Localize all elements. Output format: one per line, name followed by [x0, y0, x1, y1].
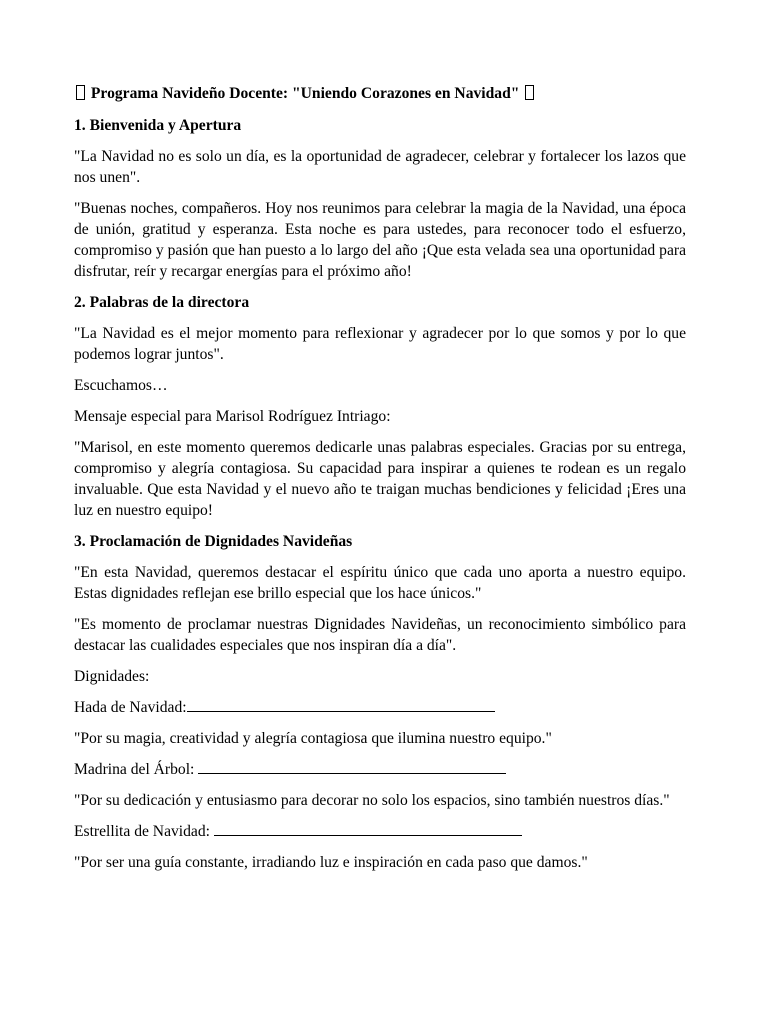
section-2-special-message: "Marisol, en este momento queremos dedicarle unas palabras especiales. Gracias por su entrega, compromiso y alegría contagiosa. Su capacidad para inspirar a quienes te rodean es un regalo invaluable. Que esta Navidad y el nuevo año te traigan muchas bendiciones y felicidad ¡Eres una luz en nuestro equipo!	[74, 439, 686, 519]
dignity-label: Hada de Navidad:	[74, 699, 187, 716]
section-2-quote: "La Navidad es el mejor momento para reflexionar y agradecer por lo que somos y por lo que podemos lograr juntos".	[74, 325, 686, 363]
dignity-description-hada: "Por su magia, creatividad y alegría contagiosa que ilumina nuestro equipo."	[74, 730, 552, 747]
document-title	[74, 83, 686, 104]
dignity-label: Estrellita de Navidad:	[74, 823, 214, 840]
dignities-label: Dignidades:	[74, 668, 150, 685]
section-3-intro: "Es momento de proclamar nuestras Dignidades Navideñas, un reconocimiento simbólico para destacar las cualidades especiales que nos inspiran día a día".	[74, 616, 686, 654]
dignity-description-estrellita: "Por ser una guía constante, irradiando luz e inspiración en cada paso que damos."	[74, 854, 588, 871]
section-2-heading: 2. Palabras de la directora	[74, 294, 250, 311]
name-blank	[214, 821, 522, 836]
missing-glyph-icon	[76, 85, 85, 100]
section-1-speech: "Buenas noches, compañeros. Hoy nos reunimos para celebrar la magia de la Navidad, una época de unión, gratitud y esperanza. Esta noche es para ustedes, para reconocer todo el esfuerzo, compromiso y pasión que han puesto a lo largo del año ¡Que esta velada sea una oportunidad para disfrutar, reír y recargar energías para el próximo año!	[74, 200, 686, 280]
section-3-quote: "En esta Navidad, queremos destacar el espíritu único que cada uno aporta a nuestro equipo. Estas dignidades reflejan ese brillo especial que los hace únicos."	[74, 564, 686, 602]
section-2-listen: Escuchamos…	[74, 377, 168, 394]
section-1-quote: "La Navidad no es solo un día, es la oportunidad de agradecer, celebrar y fortalecer los lazos que nos unen".	[74, 148, 686, 186]
document-page	[74, 83, 686, 883]
name-blank	[187, 697, 495, 712]
dignity-line-estrellita	[74, 821, 686, 842]
section-3-heading: 3. Proclamación de Dignidades Navideñas	[74, 533, 353, 550]
dignity-label: Madrina del Árbol:	[74, 761, 199, 778]
name-blank	[198, 759, 506, 774]
dignity-line-hada	[74, 697, 686, 718]
document-title-text: Programa Navideño Docente: "Uniendo Corazones en Navidad"	[90, 85, 520, 102]
section-1-heading: 1. Bienvenida y Apertura	[74, 117, 242, 134]
dignity-description-madrina: "Por su dedicación y entusiasmo para decorar no solo los espacios, sino también nuestros días."	[74, 792, 670, 809]
missing-glyph-icon	[525, 85, 534, 100]
section-2-special-intro: Mensaje especial para Marisol Rodríguez Intriago:	[74, 408, 391, 425]
dignity-line-madrina	[74, 759, 686, 780]
